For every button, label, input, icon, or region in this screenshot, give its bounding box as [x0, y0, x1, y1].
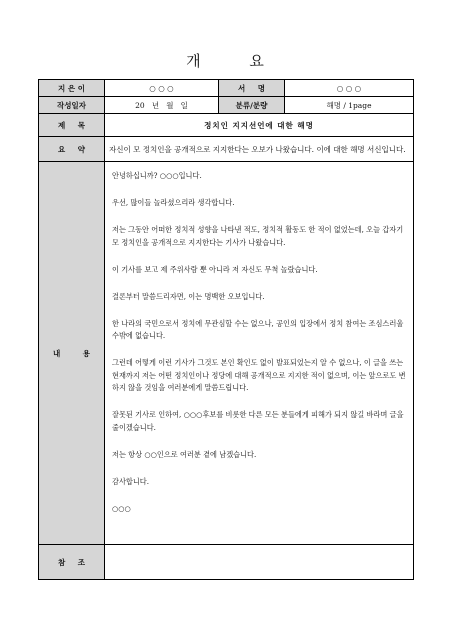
content-paragraph: 안녕하십니까? ○○○입니다.: [112, 171, 202, 180]
content-label: 내 용: [39, 162, 105, 545]
reference-value: [105, 545, 414, 580]
content-body: [105, 162, 414, 545]
content-paragraph: 우선, 많이들 놀라셨으리라 생각합니다.: [112, 198, 235, 207]
summary-value: 자신이 모 정치인을 공개적으로 지지한다는 오보가 나왔습니다. 이에 대한 해명 서신입니다.: [105, 137, 414, 162]
signature-value: ○ ○ ○: [285, 80, 414, 97]
content-row: [39, 162, 414, 545]
content-paragraph: 그런데 어떻게 이런 기사가 그것도 본인 확인도 없이 발표되었는지 알 수 없으나, 이 글을 쓰는 현재까지 저는 어떤 정치인이나 정당에 대해 공개적으로 지지한 적이 없으며, 이는 앞으로도 변하지 않을 것임을 여러분에게 말씀드립니다.: [112, 358, 406, 392]
signature-label: 서 명: [219, 80, 285, 97]
content-paragraph: 감사합니다.: [112, 476, 150, 486]
content-paragraph: 이 기사를 보고 제 주위사람 뿐 아니라 저 자신도 무척 놀랐습니다.: [112, 264, 318, 274]
summary-label: 요 약: [39, 137, 105, 162]
content-signature: ○○○: [112, 503, 131, 513]
date-row: [39, 97, 414, 114]
content-paragraph: 한 나라의 국민으로서 정치에 무관심할 수는 없으나, 공인의 입장에서 정치 참여는 조심스러울 수밖에 없습니다.: [112, 318, 404, 340]
author-label: 지 은 이: [39, 80, 105, 97]
subject-value: 정치인 지지선언에 대한 해명: [105, 114, 414, 137]
date-value: 20 년 월 일: [105, 97, 219, 114]
content-paragraph: 저는 그동안 어떠한 정치적 성향을 나타낸 적도, 정치적 활동도 한 적이 없었는데, 오늘 갑자기 모 정치인을 공개적으로 지지한다는 기사가 나왔습니다.: [112, 225, 404, 247]
reference-row: [39, 545, 414, 580]
subject-label: 제 목: [39, 114, 105, 137]
document-title: 개 요: [186, 52, 286, 70]
category-value: 해명 / 1page: [285, 97, 414, 114]
subject-row: [39, 114, 414, 137]
date-label: 작성일자: [39, 97, 105, 114]
summary-row: [39, 137, 414, 162]
content-paragraph: 결론부터 말씀드리자면, 이는 명백한 오보입니다.: [112, 291, 265, 301]
summary-form-table: [38, 79, 414, 580]
content-paragraph: 잘못된 기사로 인하여, ○○○후보를 비롯한 다른 모든 분들에게 피해가 되지 않길 바라며 글을 줄이겠습니다.: [112, 410, 404, 432]
content-paragraph: 저는 항상 ○○인으로 여러분 곁에 남겠습니다.: [112, 449, 257, 459]
author-value: ○ ○ ○: [105, 80, 219, 97]
category-label: 분류/분량: [219, 97, 285, 114]
author-row: [39, 80, 414, 97]
reference-label: 참 조: [39, 545, 105, 580]
